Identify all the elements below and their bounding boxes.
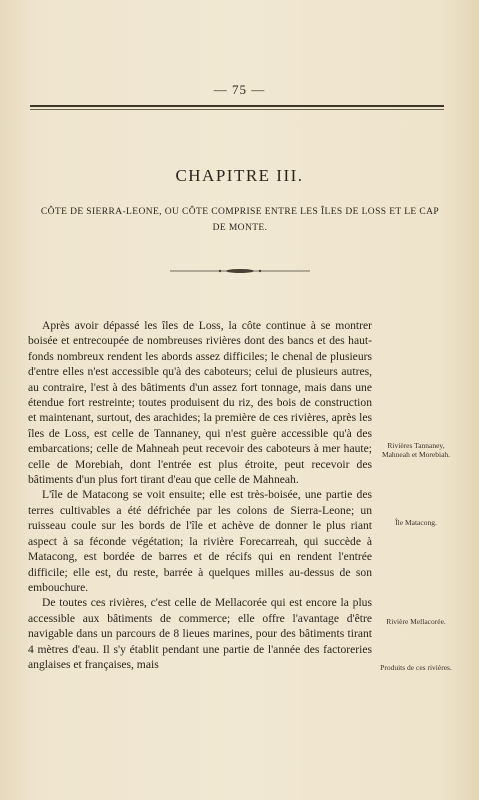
- margin-note-rivieres: Rivières Tannaney, Mahneah et Morebiah.: [381, 441, 451, 459]
- margin-note-produits: Produits de ces rivières.: [380, 663, 452, 672]
- body-text: [28, 318, 372, 672]
- margin-note-mellacoree: Rivière Mellacorée.: [386, 617, 446, 626]
- chapter-title: CHAPITRE III.: [175, 166, 304, 185]
- chapter-subtitle: CÔTE DE SIERRA-LEONE, OU CÔTE COMPRISE ENTRE LES ÎLES DE LOSS ET LE CAP DE MONTE.: [40, 207, 440, 233]
- header-rule-thin: [30, 109, 444, 110]
- paragraph-1: Après avoir dépassé les îles de Loss, la côte continue à se montrer boisée et entrecoupée de nombreuses rivières dont des bancs et des haut-fonds nombreux rendent les abords assez difficiles; le chenal de plusieurs d'entre elles n'est accessible qu'à des caboteurs; celui de plusieurs autres, au contraire, l'est à des bâtiments d'un assez fort tonnage, mais dans une étendue fort restreinte; toutes produisent du riz, des bois de construction et maintenant, surtout, des arachides; la première de ces rivières, après les îles de Loss, est celle de Tannaney, qui n'est guère accessible qu'à des embarcations; celle de Mahneah peut recevoir des caboteurs à mer haute; celle de Morebiah, dont l'entrée est plus étroite, peut recevoir des bâtiments d'un plus fort tirant d'eau que celle de Mahneah.: [28, 319, 372, 487]
- margin-note-matacong: Île Matacong.: [395, 518, 437, 527]
- ornament-divider: [170, 268, 310, 274]
- paragraph-3: De toutes ces rivières, c'est celle de Mellacorée qui est encore la plus accessible aux bâtiments de commerce; elle offre l'avantage d'être navigable dans un parcours de 8 lieues marines, pour des bâtiments tirant 4 mètres d'eau. Il s'y établit pendant une partie de l'année des factoreries anglaises et françaises, mais: [28, 596, 372, 671]
- paragraph-2: L'île de Matacong se voit ensuite; elle est très-boisée, une partie des terres cultivables a été défrichée par les colons de Sierra-Leone; un ruisseau coule sur les bords de l'île et achève de donner le plus riant aspect à sa féconde végétation; la rivière Forecarreah, qui succède à Matacong, est bordée de barres et de récifs qui en rendent l'entrée difficile; elle est, du reste, barrée à quelques milles au-dessus de son embouchure.: [28, 488, 372, 594]
- header-rule: [30, 105, 444, 107]
- page-number: — 75 —: [213, 82, 266, 97]
